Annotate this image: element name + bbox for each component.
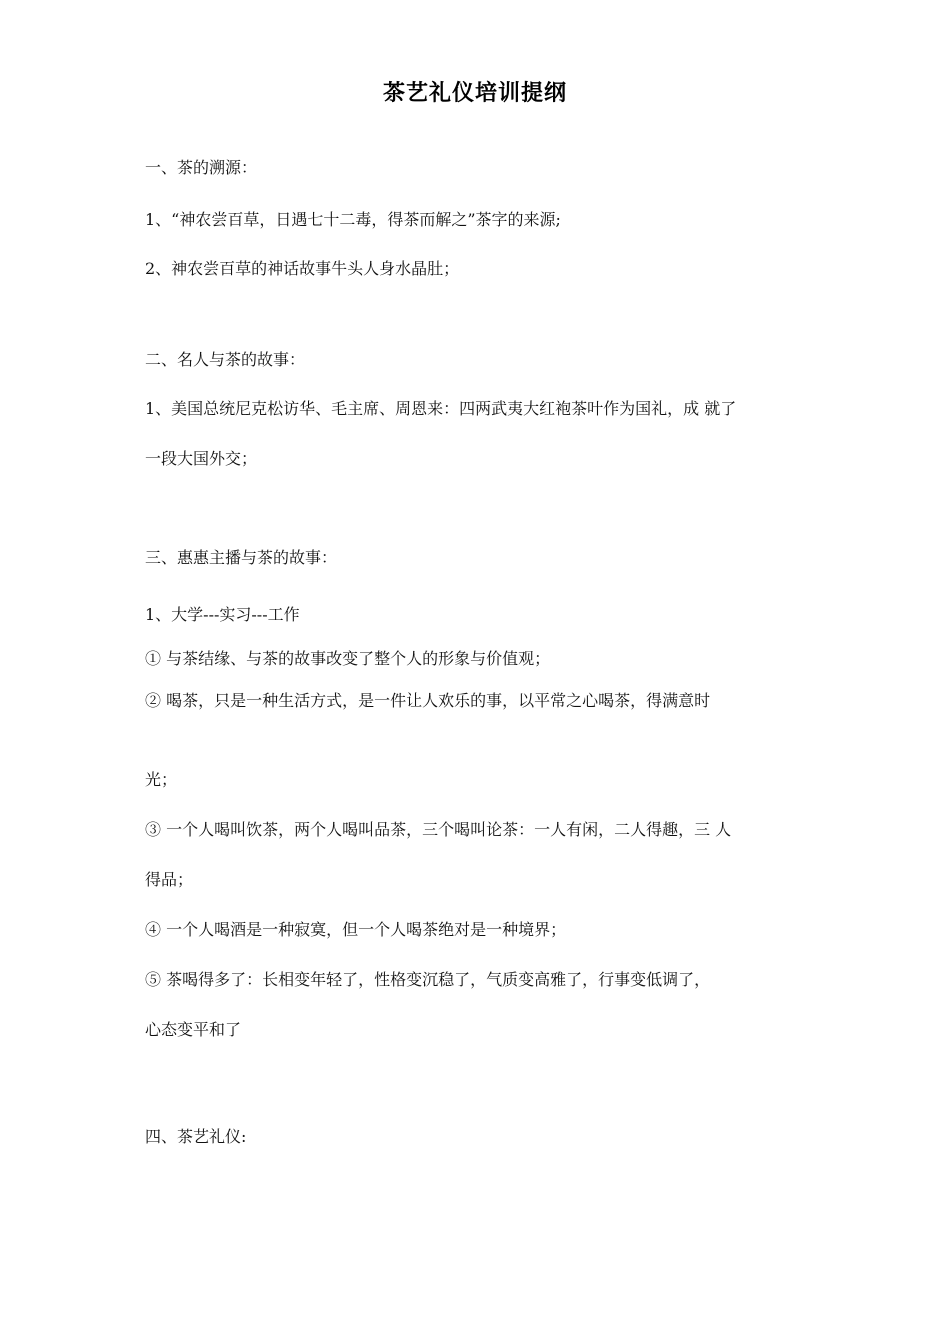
list-item: 1、美国总统尼克松访华、毛主席、周恩来：四两武夷大红袍茶叶作为国礼，成 就了 xyxy=(145,399,737,418)
list-item: ③ 一个人喝叫饮茶，两个人喝叫品茶，三个喝叫论茶：一人有闲，二人得趣，三 人 xyxy=(145,820,732,839)
list-item: 2、神农尝百草的神话故事牛头人身水晶肚； xyxy=(145,259,460,278)
section-heading-origin: 一、茶的溯源： xyxy=(145,158,258,177)
list-item-continuation: 一段大国外交； xyxy=(145,449,258,468)
list-item: ④ 一个人喝酒是一种寂寞，但一个人喝茶绝对是一种境界； xyxy=(145,920,567,939)
section-heading-etiquette: 四、茶艺礼仪: xyxy=(145,1127,247,1146)
list-item-continuation: 得品； xyxy=(145,870,194,889)
list-item-continuation: 心态变平和了 xyxy=(145,1020,242,1039)
page-title: 茶艺礼仪培训提纲 xyxy=(382,81,567,106)
section-heading-host: 三、惠惠主播与茶的故事： xyxy=(145,548,338,567)
list-item: 1、大学---实习---工作 xyxy=(145,605,300,624)
list-item: 1、“神农尝百草，日遇七十二毒，得茶而解之”茶字的来源; xyxy=(145,210,561,229)
list-item-continuation: 光； xyxy=(145,770,178,789)
list-item: ① 与茶结缘、与茶的故事改变了整个人的形象与价值观； xyxy=(145,649,551,668)
list-item: ② 喝茶，只是一种生活方式，是一件让人欢乐的事，以平常之心喝茶，得满意时 xyxy=(145,691,711,710)
list-item: ⑤ 茶喝得多了：长相变年轻了，性格变沉稳了，气质变高雅了，行事变低调了， xyxy=(145,970,711,989)
section-heading-famous: 二、名人与茶的故事： xyxy=(145,350,306,369)
